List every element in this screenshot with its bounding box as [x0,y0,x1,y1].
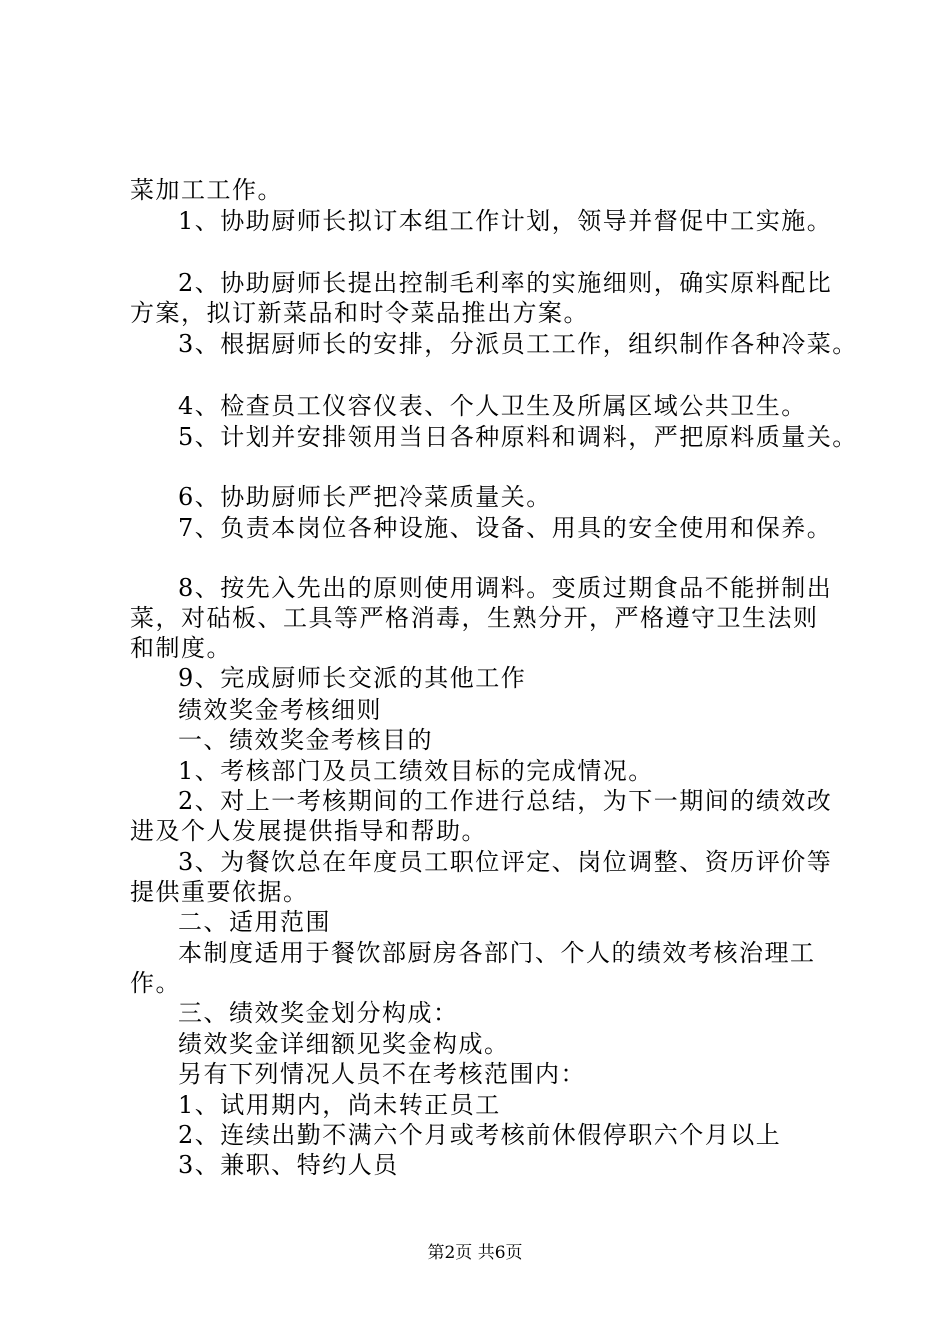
section-heading: 三、绩效奖金划分构成： [178,999,459,1027]
text-line: 进及个人发展提供指导和帮助。 [130,817,487,845]
text-line: 另有下列情况人员不在考核范围内： [178,1060,586,1088]
text-line: 绩效奖金详细额见奖金构成。 [178,1030,510,1058]
text-line: 提供重要依据。 [130,878,309,906]
text-line: 1、协助厨师长拟订本组工作计划，领导并督促中工实施。 [178,207,833,235]
text-line: 菜加工工作。 [130,176,283,204]
text-line: 和制度。 [130,634,232,662]
text-line: 2、对上一考核期间的工作进行总结，为下一期间的绩效改 [178,787,833,815]
text-line: 6、协助厨师长严把冷菜质量关。 [178,483,552,511]
text-line: 9、完成厨师长交派的其他工作 [178,664,527,692]
section-title: 绩效奖金考核细则 [178,696,382,724]
page-footer: 第2页 共6页 [427,1243,523,1263]
text-line: 4、检查员工仪容仪表、个人卫生及所属区域公共卫生。 [178,392,807,420]
text-line: 1、试用期内，尚未转正员工 [178,1091,501,1119]
text-line: 1、考核部门及员工绩效目标的完成情况。 [178,757,654,785]
text-line: 7、负责本岗位各种设施、设备、用具的安全使用和保养。 [178,514,833,542]
text-line: 3、根据厨师长的安排，分派员工工作，组织制作各种冷菜。 [178,330,858,358]
text-line: 3、为餐饮总在年度员工职位评定、岗位调整、资历评价等 [178,848,833,876]
text-line: 8、按先入先出的原则使用调料。变质过期食品不能拼制出 [178,574,833,602]
text-line: 方案，拟订新菜品和时令菜品推出方案。 [130,299,589,327]
text-line: 3、兼职、特约人员 [178,1151,399,1179]
text-line: 2、连续出勤不满六个月或考核前休假停职六个月以上 [178,1121,782,1149]
text-line: 本制度适用于餐饮部厨房各部门、个人的绩效考核治理工 [178,939,816,967]
text-line: 2、协助厨师长提出控制毛利率的实施细则，确实原料配比 [178,269,833,297]
text-line: 菜，对砧板、工具等严格消毒，生熟分开，严格遵守卫生法则 [130,604,819,632]
text-line: 5、计划并安排领用当日各种原料和调料，严把原料质量关。 [178,423,858,451]
text-line: 作。 [130,969,181,997]
section-heading: 二、适用范围 [178,908,331,936]
section-heading: 一、绩效奖金考核目的 [178,726,433,754]
